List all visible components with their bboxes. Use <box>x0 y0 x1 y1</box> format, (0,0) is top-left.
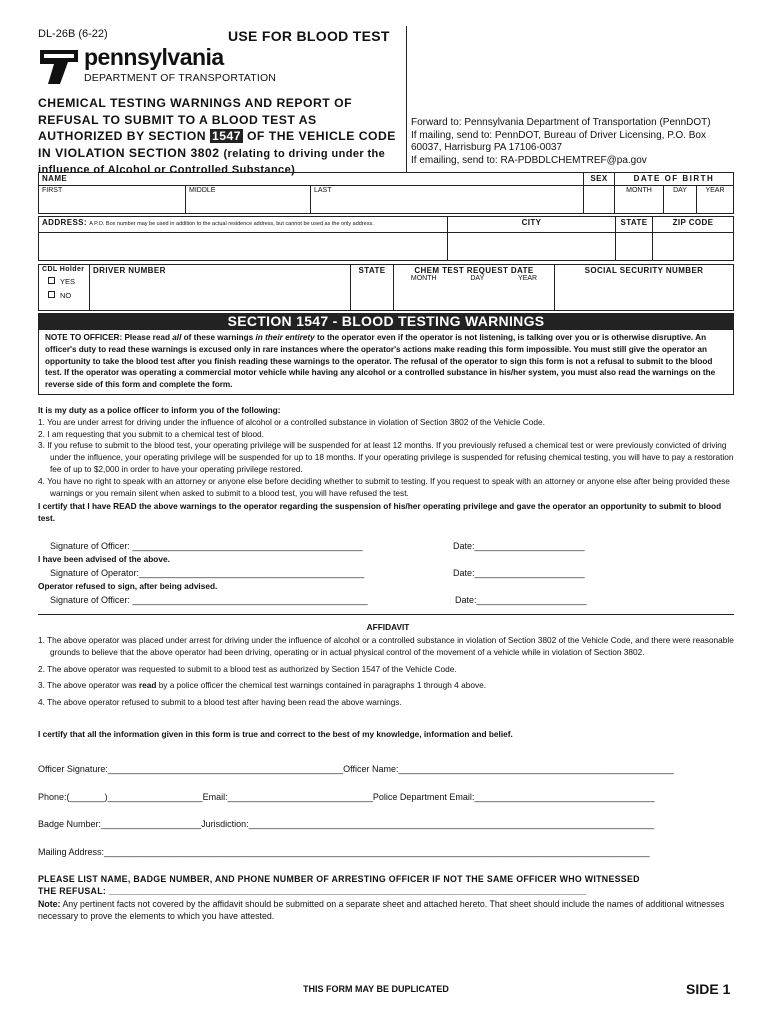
dob-year-field[interactable]: YEAR <box>697 186 734 214</box>
chem-test-date-field[interactable]: CHEM TEST REQUEST DATE MONTH DAY YEAR <box>394 265 555 311</box>
ssn-field[interactable]: SOCIAL SECURITY NUMBER <box>555 265 734 311</box>
affidavit-4: 4. The above operator refused to submit to a blood test after having been read the above warnings. <box>38 697 402 708</box>
name-table <box>38 172 734 214</box>
section-title: SECTION 1547 - BLOOD TESTING WARNINGS <box>38 313 734 330</box>
date-2[interactable]: Date:______________________ <box>453 568 585 578</box>
warning-3: 3. If you refuse to submit to the blood test, your operating privilege will be suspended for at least 12 months. If you previously refused a chemical test or were previously convicted of driving under the influence, your operating privilege will be suspended for up to 18 months. If your operating privilege is suspended for refusing chemical testing, you will have to pay a restoration fee of up to $2,000 in order to have your operating privilege restored. <box>38 440 734 474</box>
may-be-duplicated: THIS FORM MAY BE DUPLICATED <box>303 984 449 994</box>
affidavit-3: 3. The above operator was read by a police officer the chemical test warnings contained in paragraphs 1 through 4 above. <box>38 680 487 691</box>
officer-signature-2[interactable]: Signature of Officer: _______________________________________________ <box>50 595 368 605</box>
warning-2: 2. I am requesting that you submit to a chemical test of blood. <box>38 428 264 439</box>
affidavit-2: 2. The above operator was requested to submit to a blood test as authorized by Section 1547 of the Vehicle Code. <box>38 663 457 674</box>
date-1[interactable]: Date:______________________ <box>453 541 585 551</box>
keystone-logo-icon <box>38 46 82 88</box>
address-field[interactable]: ADDRESS: A P.O. Box number may be used in addition to the actual residence address, but cannot be used as the only address. <box>39 217 448 233</box>
form-title: CHEMICAL TESTING WARNINGS AND REPORT OF REFUSAL TO SUBMIT TO A BLOOD TEST AS AUTHORIZED BY SECTION 1547 OF THE VEHICLE CODE IN VIOLATION SECTION 3802 (relating to driving under the influence of Alcohol or Controlled Substance) <box>38 96 396 176</box>
name-label: NAME <box>39 173 584 186</box>
officer-signature-name-line[interactable]: Officer Signature:_______________________________________________Officer Name:_______________________________________________________ <box>38 764 674 774</box>
dob-label: DATE OF BIRTH <box>615 173 734 186</box>
first-name-field[interactable]: FIRST <box>39 186 186 214</box>
sex-label: SEX <box>584 173 615 186</box>
affidavit-certify: I certify that all the information given in this form is true and correct to the best of my knowledge, information and belief. <box>38 729 513 739</box>
warning-4: 4. You have no right to speak with an attorney or anyone else before deciding whether to submit to testing. If you request to speak with an attorney or anyone else after being provided these warnings or you remain silent when asked to submit to a blood test, you will have refused the test. <box>38 475 730 498</box>
city-input[interactable] <box>448 233 616 261</box>
cdl-yes-checkbox[interactable]: YES <box>42 277 86 286</box>
warnings-list: It is my duty as a police officer to inform you of the following: 1. You are under arrest for driving under the influence of alcohol or a controlled substance in violation of Section 3802 of the Vehicle Code. 2. I am requesting that you submit to a chemical test of blood. 3. If you refuse to submit to the blood test, your operating privilege will be suspended for at least 12 months. If you previously refused a chemical test or were previously convicted of driving under the influence, your operating privilege will be suspended for up to 18 months. If your operating privilege is suspended for refusing chemical testing, you will have to pay a restoration fee of up to $2,000 in order to have your operating privilege restored. 4. You have no right to speak with an attorney or anyone else before deciding whether to submit to testing. If you request to speak with an attorney or anyone else after being provided these warnings or you remain silent when asked to submit to a blood test, you will have refused the test. I certify that I have READ the above warnings to the operator regarding the suspension of his/her operating privilege and gave the operator an opportunity to submit to blood test. <box>38 405 738 525</box>
forward-instructions: Forward to: Pennsylvania Department of Transportation (PennDOT) If mailing, send to: PennDOT, Bureau of Driver Licensing, P.O. Box 60037, Harrisburg PA 17106-0037 If emailing, send to: RA-PDBDLCHEMTREF@pa.gov <box>411 117 711 166</box>
sex-field[interactable] <box>584 186 615 214</box>
driver-number-field[interactable]: DRIVER NUMBER <box>90 265 351 311</box>
advised-statement: I have been advised of the above. <box>38 554 170 564</box>
use-for-blood-test: USE FOR BLOOD TEST <box>228 28 390 44</box>
city-label: CITY <box>448 217 616 233</box>
affidavit-note: Note: Any pertinent facts not covered by the affidavit should be submitted on a separate sheet and attached hereto. That sheet should include the names of additional witnesses necessary to prove the elements to which you have attested. <box>38 899 725 921</box>
badge-jurisdiction-line[interactable]: Badge Number:____________________Jurisdiction:_________________________________________________________________________________ <box>38 819 655 829</box>
logo-pennsylvania: pennsylvania <box>84 44 224 70</box>
dob-month-field[interactable]: MONTH <box>615 186 664 214</box>
arresting-officer-request[interactable]: PLEASE LIST NAME, BADGE NUMBER, AND PHONE NUMBER OF ARRESTING OFFICER IF NOT THE SAME OFFICER WHO WITNESSED THE REFUSAL: ____________________________________________________________________________________________ <box>38 874 640 896</box>
zip-label: ZIP CODE <box>653 217 734 233</box>
header-divider <box>406 26 407 172</box>
refused-statement: Operator refused to sign, after being advised. <box>38 581 218 591</box>
affidavit-1: 1. The above operator was placed under arrest for driving under the influence of alcohol or a controlled substance in violation of Section 3802 of the Vehicle Code, and there were reasonable grounds to believe that the above operator had been driving, operating or in actual physical control of the movement of a vehicle while in violation of Section 3802. <box>38 635 734 657</box>
form-number: DL-26B (6-22) <box>38 28 108 40</box>
operator-signature[interactable]: Signature of Operator:_____________________________________________ <box>50 568 365 578</box>
address-input[interactable] <box>39 233 448 261</box>
zip-input[interactable] <box>653 233 734 261</box>
affidavit-title: AFFIDAVIT <box>366 622 410 632</box>
driver-table <box>38 264 734 311</box>
address-table <box>38 216 734 261</box>
mailing-address-line[interactable]: Mailing Address:_____________________________________________________________________________________________________________ <box>38 847 650 857</box>
phone-email-line[interactable]: Phone:(_______)___________________Email:_____________________________Police Department Email:____________________________________ <box>38 792 655 802</box>
warning-1: 1. You are under arrest for driving under the influence of alcohol or a controlled substance in violation of Section 3802 of the Vehicle Code. <box>38 416 545 427</box>
state-label: STATE <box>616 217 653 233</box>
last-name-field[interactable]: LAST <box>311 186 584 214</box>
side-number: SIDE 1 <box>686 981 731 997</box>
officer-signature-1[interactable]: Signature of Officer: ______________________________________________ <box>50 541 363 551</box>
cdl-no-checkbox[interactable]: NO <box>42 291 86 300</box>
dob-day-field[interactable]: DAY <box>664 186 697 214</box>
driver-state-field[interactable]: STATE <box>351 265 394 311</box>
logo-department: DEPARTMENT OF TRANSPORTATION <box>84 72 277 84</box>
divider <box>38 614 734 615</box>
note-to-officer: NOTE TO OFFICER: Please read all of these warnings in their entirety to the operator even if the operator is not listening, is talking over you or is otherwise disruptive. An officer's duty to read these warnings is excused only in rare instances where the operator's actions make reading this form impossible. You must still give the operator an opportunity to take the blood test after you finish reading these warnings to the operator. The refusal of the operator to sign this form is not a refusal to submit to the blood test. If the operator was operating a commercial motor vehicle while having any alcohol or a controlled substance in his/her system, you must also read the warnings on the reverse side of this form and complete the form. <box>38 330 734 395</box>
certify-read: I certify that I have READ the above warnings to the operator regarding the suspension of his/her operating privilege and gave the operator an opportunity to submit to blood test. <box>38 501 722 524</box>
date-3[interactable]: Date:______________________ <box>455 595 587 605</box>
middle-name-field[interactable]: MIDDLE <box>186 186 311 214</box>
affidavit-list <box>38 635 738 709</box>
cdl-holder-cell: CDL Holder YES NO <box>39 265 90 311</box>
state-input[interactable] <box>616 233 653 261</box>
